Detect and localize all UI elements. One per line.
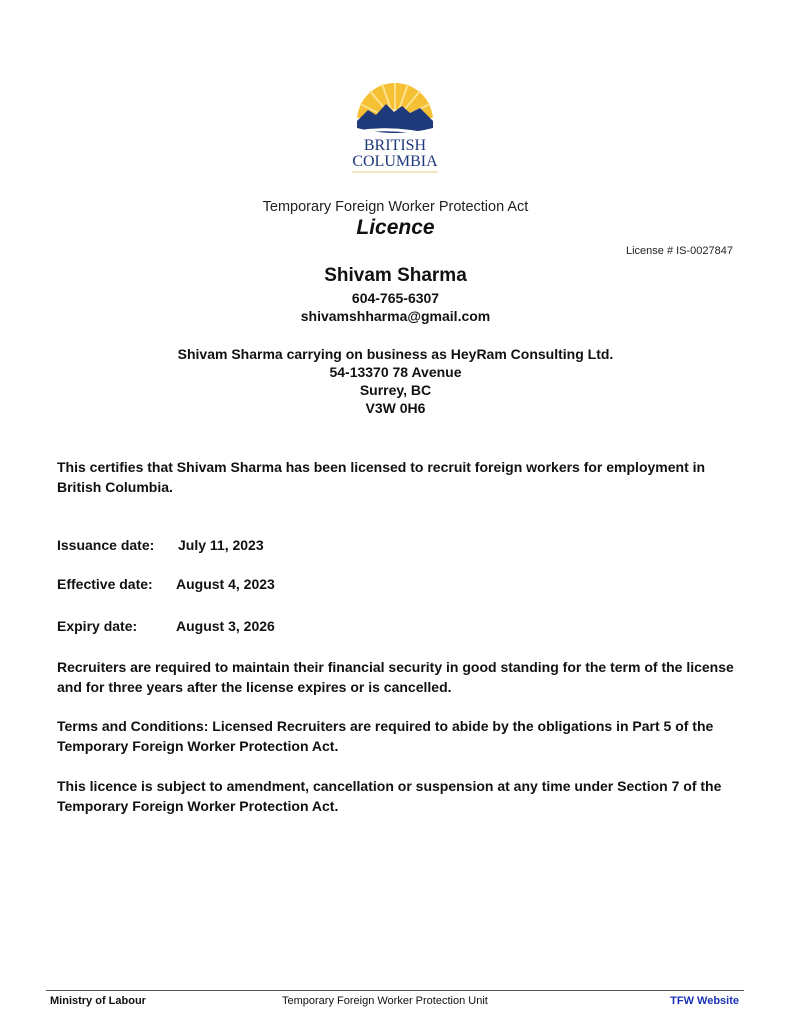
issuance-date-row <box>57 537 264 553</box>
effective-date-label: Effective date: <box>57 576 153 592</box>
bc-logo <box>330 66 460 176</box>
amendment-text: This licence is subject to amendment, cancellation or suspension at any time under Section 7 of the Temporary Foreign Worker Protection Act. <box>57 778 722 814</box>
financial-security-text: Recruiters are required to maintain their financial security in good standing for the term of the license and for three years after the license expires or is cancelled. <box>57 659 734 695</box>
address-line-2: Surrey, BC <box>359 382 432 398</box>
svg-text:COLUMBIA: COLUMBIA <box>352 153 438 170</box>
footer-unit: Temporary Foreign Worker Protection Unit <box>282 995 488 1007</box>
certification-text: This certifies that Shivam Sharma has been licensed to recruit foreign workers for employment in British Columbia. <box>57 459 706 495</box>
expiry-date-value: August 3, 2026 <box>176 618 275 634</box>
business-address-block <box>0 345 791 417</box>
document-type-title: Licence <box>356 216 435 239</box>
address-line-1: 54-13370 78 Avenue <box>329 364 462 380</box>
footer-divider <box>46 990 744 991</box>
issuance-date-value: July 11, 2023 <box>178 537 264 553</box>
footer-ministry: Ministry of Labour <box>50 995 146 1007</box>
expiry-date-label: Expiry date: <box>57 618 138 634</box>
postal-code: V3W 0H6 <box>365 400 426 416</box>
business-line: Shivam Sharma carrying on business as HeyRam Consulting Ltd. <box>177 346 614 362</box>
licensee-email: shivamshharma@gmail.com <box>300 308 491 324</box>
svg-text:BRITISH: BRITISH <box>363 137 427 154</box>
licensee-phone: 604-765-6307 <box>351 290 440 306</box>
expiry-date-row <box>57 618 275 634</box>
terms-conditions-text: Terms and Conditions: Licensed Recruiters are required to abide by the obligations in Part 5 of the Temporary Foreign Worker Protection Act. <box>57 718 714 754</box>
bc-sun-mountain-icon <box>330 66 460 176</box>
issuance-date-label: Issuance date: <box>57 537 155 553</box>
license-number: License # IS-0027847 <box>625 245 733 257</box>
effective-date-row <box>57 576 275 592</box>
act-title: Temporary Foreign Worker Protection Act <box>262 199 529 215</box>
tfw-website-link[interactable]: TFW Website <box>670 995 739 1007</box>
licensee-name: Shivam Sharma <box>324 265 467 286</box>
effective-date-value: August 4, 2023 <box>176 576 275 592</box>
